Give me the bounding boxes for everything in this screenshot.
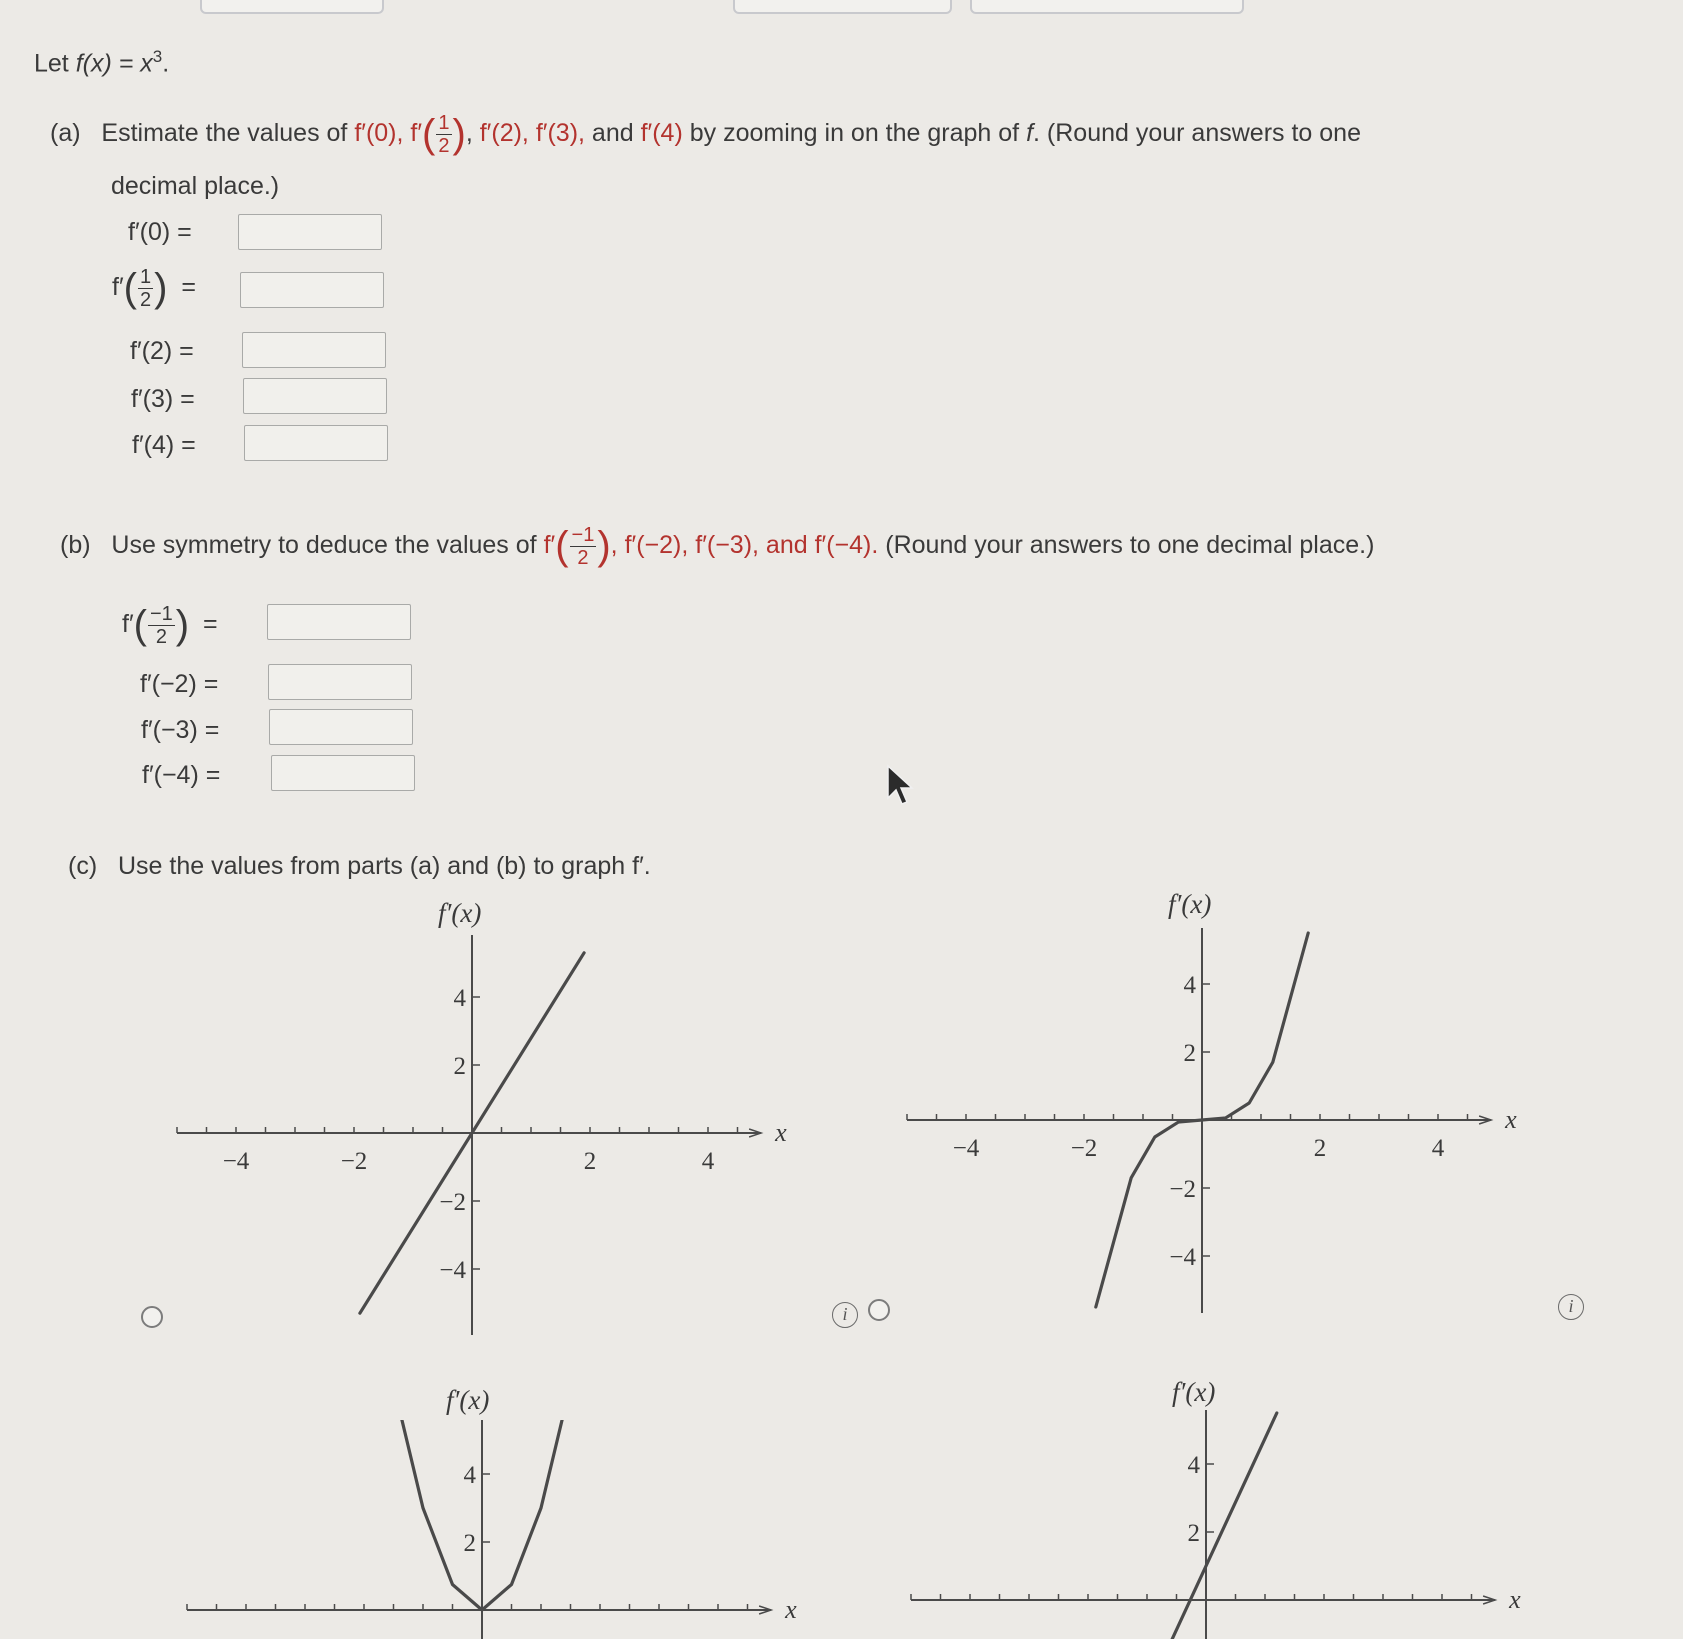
info-icon[interactable]: i <box>832 1302 858 1328</box>
top-toolbar <box>0 0 1683 14</box>
graph-option-3 <box>160 1420 840 1639</box>
part-a-question: (a) Estimate the values of f′(0), f′( $\frac{1}{2}$ ), f′(2), f′(3), and f′(4) by zooming in on the graph of f. (Round your answers to one <box>50 112 1361 157</box>
answer-label-f-neg2: f′(−2) = <box>140 670 219 698</box>
x-tick-label: 4 <box>1431 1135 1445 1162</box>
x-tick-label: 2 <box>1313 1135 1327 1162</box>
answer-input-f4[interactable] <box>244 425 388 461</box>
answer-input-f-neg-half[interactable] <box>267 604 411 640</box>
answer-input-f0[interactable] <box>238 214 382 250</box>
answer-label-f4: f′(4) = <box>132 431 196 459</box>
toolbar-button[interactable] <box>970 0 1244 14</box>
y-tick-label: −2 <box>1169 1176 1196 1203</box>
part-c-question: (c) Use the values from parts (a) and (b) to graph f′. <box>68 852 651 880</box>
toolbar-button[interactable] <box>733 0 952 14</box>
answer-label-f-half: f′( $\frac{1}{2}$ ) = <box>112 266 196 311</box>
y-tick-label: 4 <box>463 1462 476 1489</box>
answer-input-f3[interactable] <box>243 378 387 414</box>
graph-option-4 <box>890 1410 1570 1639</box>
info-icon[interactable]: i <box>1558 1294 1584 1320</box>
y-tick-label: −2 <box>439 1189 466 1216</box>
y-tick-label: 2 <box>1183 1040 1196 1067</box>
part-a-question-cont: decimal place.) <box>111 172 280 200</box>
answer-input-f2[interactable] <box>242 332 386 368</box>
graph-option-1 <box>150 935 830 1335</box>
y-tick-label: 4 <box>1183 972 1196 999</box>
data-curve <box>1159 1413 1277 1639</box>
y-tick-label: 4 <box>1187 1452 1200 1479</box>
problem-intro: Let $f(x) = x^3$. <box>34 47 170 78</box>
answer-input-f-neg3[interactable] <box>269 709 413 745</box>
radio-graph-option-2[interactable] <box>868 1299 890 1321</box>
graph2-y-axis-label: f′(x) <box>1168 889 1212 919</box>
answer-label-f3: f′(3) = <box>131 385 195 413</box>
x-tick-label: −2 <box>340 1148 368 1175</box>
x-tick-label: −4 <box>952 1135 980 1162</box>
answer-label-f2: f′(2) = <box>130 337 194 365</box>
mouse-cursor-icon <box>886 764 916 808</box>
toolbar-button[interactable] <box>200 0 384 14</box>
y-tick-label: 2 <box>1187 1520 1200 1547</box>
graph1-y-axis-label: f′(x) <box>438 898 482 928</box>
x-axis-label: x <box>1509 1585 1521 1614</box>
radio-graph-option-1[interactable] <box>141 1306 163 1328</box>
x-axis-label: x <box>1505 1105 1517 1134</box>
x-axis-label: x <box>785 1595 797 1624</box>
y-tick-label: 2 <box>453 1053 466 1080</box>
x-tick-label: −2 <box>1070 1135 1098 1162</box>
y-tick-label: 2 <box>463 1530 476 1557</box>
x-axis-label: x <box>775 1118 787 1147</box>
x-tick-label: 2 <box>583 1148 597 1175</box>
answer-input-f-half[interactable] <box>240 272 384 308</box>
answer-input-f-neg2[interactable] <box>268 664 412 700</box>
y-tick-label: −4 <box>1169 1244 1196 1271</box>
part-b-question: (b) Use symmetry to deduce the values of f′( $\frac{-1}{2}$ ), f′(−2), f′(−3), and f′(−4). (Round your answers to one decimal place.) <box>60 524 1375 569</box>
y-tick-label: −4 <box>439 1257 466 1284</box>
graph-option-2 <box>880 928 1560 1328</box>
answer-label-f0: f′(0) = <box>128 218 192 246</box>
x-tick-label: −4 <box>222 1148 250 1175</box>
graph4-y-axis-label: f′(x) <box>1172 1377 1216 1407</box>
answer-label-f-neg3: f′(−3) = <box>141 716 220 744</box>
answer-label-f-neg-half: f′( $\frac{-1}{2}$ ) = <box>122 603 218 648</box>
graph3-y-axis-label: f′(x) <box>446 1385 490 1415</box>
y-tick-label: 4 <box>453 985 466 1012</box>
answer-input-f-neg4[interactable] <box>271 755 415 791</box>
x-tick-label: 4 <box>701 1148 715 1175</box>
answer-label-f-neg4: f′(−4) = <box>142 761 221 789</box>
